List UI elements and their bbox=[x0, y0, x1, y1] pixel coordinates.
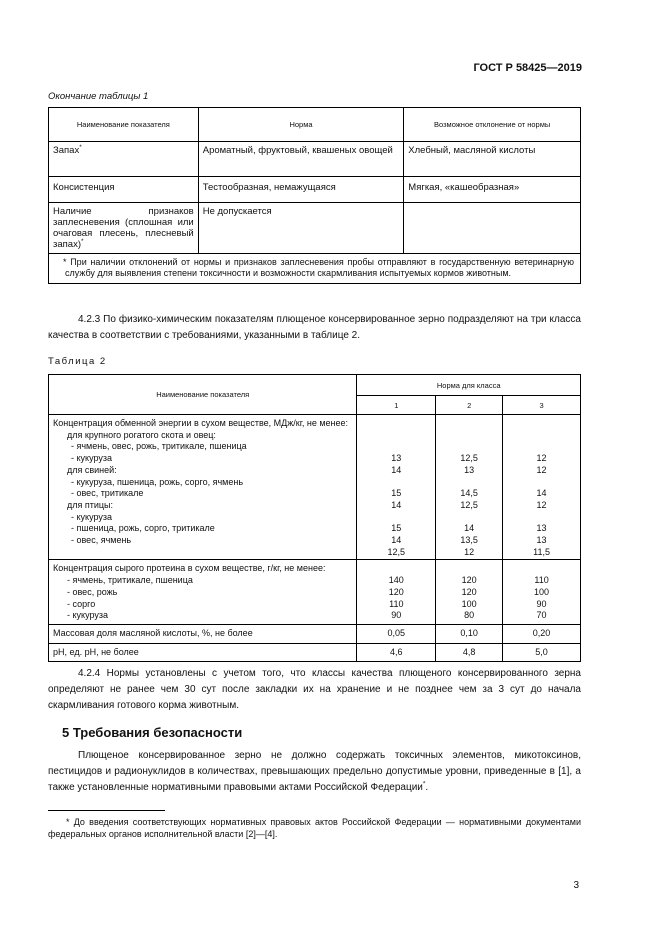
table2-value: 14 bbox=[391, 464, 402, 475]
table2-value: 12,5 bbox=[460, 499, 478, 510]
table2-value: 15 bbox=[391, 523, 402, 534]
table1-cell-deviation: Мягкая, «кашеобразная» bbox=[404, 177, 581, 203]
standard-designation: ГОСТ Р 58425—2019 bbox=[473, 62, 582, 74]
table2-protein-class-3 bbox=[503, 560, 581, 625]
table2-value: 80 bbox=[464, 610, 475, 621]
table2-value: 90 bbox=[536, 598, 547, 609]
table2-value bbox=[359, 512, 433, 524]
table2-value: 120 bbox=[461, 586, 477, 597]
table1-col-norm: Норма bbox=[198, 108, 404, 142]
table2-caption: Таблица 2 bbox=[48, 356, 107, 367]
table2-ph-label: рН, ед. рН, не более bbox=[49, 643, 357, 662]
table-row bbox=[49, 560, 581, 625]
table2-value bbox=[438, 477, 500, 489]
table-row bbox=[49, 643, 581, 662]
table2-value: 100 bbox=[534, 586, 550, 597]
table2-energy-labels: Концентрация обменной энергии в сухом веществе, МДж/кг, не менее: для крупного рогатого скота и овец: - ячмень, овес, рожь, тритикале, пшеница - кукуруза для свиней: - кукуруза, пшеница, рожь, сорго, ячмень - овес, тритикале для птицы: - кукуруза - пшеница, рожь, сорго, тритикале - овес, ячмень bbox=[49, 415, 357, 560]
table-row bbox=[49, 177, 581, 203]
table1-col-deviation: Возможное отклонение от нормы bbox=[404, 108, 581, 142]
table2-value: 14 bbox=[391, 535, 402, 546]
table2-value: 13 bbox=[536, 535, 547, 546]
table2-value: 14 bbox=[464, 523, 475, 534]
table2-value: 110 bbox=[389, 598, 404, 609]
table2-row-label: для крупного рогатого скота и овец: bbox=[67, 429, 216, 440]
table1-cell-name: Наличие признаков заплесневения (сплошная или очаговая плесень, плесневый запах)* bbox=[49, 203, 199, 254]
table2-value: 13,5 bbox=[460, 535, 478, 546]
table2-protein-class-2 bbox=[436, 560, 503, 625]
table2-col-name: Наименование показателя bbox=[49, 375, 357, 415]
table2-energy-class-1 bbox=[357, 415, 436, 560]
table2-row-label: - овес, тритикале bbox=[71, 488, 144, 499]
table2-row-label: для птицы: bbox=[67, 499, 114, 510]
table1-cell-name: Консистенция bbox=[49, 177, 199, 203]
table2-row-label: - пшеница, рожь, сорго, тритикале bbox=[71, 523, 215, 534]
table2-energy-class-3 bbox=[503, 415, 581, 560]
table2-protein-labels: Концентрация сырого протеина в сухом веществе, г/кг, не менее: - ячмень, тритикале, пшеница - овес, рожь - сорго - кукуруза bbox=[49, 560, 357, 625]
table2-value bbox=[505, 441, 578, 453]
table-2 bbox=[48, 374, 581, 662]
table2-col-group: Норма для класса bbox=[357, 375, 581, 396]
table2-value: 13 bbox=[464, 464, 475, 475]
section-5-heading: 5 Требования безопасности bbox=[62, 725, 243, 740]
table2-value bbox=[438, 441, 500, 453]
footnote-separator bbox=[48, 810, 165, 811]
table2-value: 70 bbox=[536, 610, 547, 621]
table2-value: 12 bbox=[464, 546, 475, 557]
table2-value: 12,5 bbox=[460, 453, 478, 464]
table1-footnote-row bbox=[49, 254, 581, 284]
table2-value: 14 bbox=[536, 488, 547, 499]
table-row bbox=[49, 203, 581, 254]
table2-row-label: - кукуруза bbox=[71, 511, 113, 522]
table2-row-label: - овес, рожь bbox=[67, 586, 118, 597]
table2-row-label: - кукуруза bbox=[67, 610, 109, 621]
table2-value bbox=[359, 441, 433, 453]
table2-value bbox=[438, 512, 500, 524]
table2-value bbox=[505, 512, 578, 524]
table2-col-class-1: 1 bbox=[357, 396, 436, 415]
table2-value: 12,5 bbox=[387, 546, 406, 557]
table2-value: 140 bbox=[388, 575, 404, 586]
table-row bbox=[49, 624, 581, 643]
table1-cell-deviation bbox=[404, 203, 581, 254]
table2-row-label: - кукуруза, пшеница, рожь, сорго, ячмень bbox=[71, 476, 244, 487]
paragraph-4-2-3: 4.2.3 По физико-химическим показателям плющеное консервированное зерно подразделяют на три класса качества в соответствии с требованиями, указанными в таблице 2. bbox=[48, 314, 581, 341]
table2-row-label: - сорго bbox=[67, 598, 96, 609]
table2-value: 12 bbox=[536, 453, 547, 464]
table2-value: 11,5 bbox=[533, 546, 550, 557]
table1-cell-norm: Тестообразная, немажущаяся bbox=[198, 177, 404, 203]
table2-energy-class-2 bbox=[436, 415, 503, 560]
page-number: 3 bbox=[573, 880, 579, 891]
table1-col-name: Наименование показателя bbox=[49, 108, 199, 142]
table2-col-class-2: 2 bbox=[436, 396, 503, 415]
page-footnote: * До введения соответствующих нормативных правовых актов Российской Федерации — нормативными документами федеральных органов исполнительной власти [2]—[4]. bbox=[48, 817, 581, 839]
table2-value: 14,5 bbox=[460, 488, 478, 499]
table2-value bbox=[359, 477, 433, 489]
table-1 bbox=[48, 107, 581, 284]
table2-value: 12 bbox=[536, 499, 547, 510]
table2-value: 100 bbox=[461, 598, 477, 609]
table2-row-label: - кукуруза bbox=[71, 453, 113, 464]
table2-row-label: для свиней: bbox=[67, 464, 117, 475]
table2-ph-class-1: 4,6 bbox=[357, 643, 436, 662]
table2-value: 120 bbox=[388, 586, 404, 597]
table2-value: 90 bbox=[391, 610, 402, 621]
paragraph-4-2-4: 4.2.4 Нормы установлены с учетом того, что классы качества плющеного консервированного зерна определяют не ранее чем 30 сут после закладки их на хранение и не позднее чем за 3 сут до начала скармливания готового корма животным. bbox=[48, 668, 581, 711]
table-row bbox=[49, 142, 581, 177]
table2-row-label: - ячмень, овес, рожь, тритикале, пшеница bbox=[71, 441, 247, 452]
table2-col-class-3: 3 bbox=[503, 396, 581, 415]
table2-value: 12 bbox=[536, 464, 547, 475]
table2-value: 14 bbox=[391, 499, 402, 510]
table2-protein-class-1 bbox=[357, 560, 436, 625]
table1-cell-norm: Ароматный, фруктовый, квашеных овощей bbox=[198, 142, 404, 177]
table2-butyric-class-3: 0,20 bbox=[503, 624, 581, 643]
table2-value: 13 bbox=[391, 453, 402, 464]
table2-ph-class-3: 5,0 bbox=[503, 643, 581, 662]
table2-value: 15 bbox=[391, 488, 402, 499]
table2-value: 110 bbox=[534, 575, 549, 586]
table2-value bbox=[505, 477, 578, 489]
table2-value: 13 bbox=[536, 523, 547, 534]
table2-butyric-label: Массовая доля масляной кислоты, %, не более bbox=[49, 624, 357, 643]
table1-caption: Окончание таблицы 1 bbox=[48, 91, 149, 102]
section-5-paragraph: Плющеное консервированное зерно не должно содержать токсичных элементов, микотоксинов, пестицидов и радионуклидов в количествах, превышающих предельно допустимые уровни, приведенные в [1], а также установленные нормативными правовыми актами Российской Федерации*. bbox=[48, 750, 581, 793]
table-row bbox=[49, 415, 581, 560]
table1-cell-norm: Не допускается bbox=[198, 203, 404, 254]
table2-row-label: - ячмень, тритикале, пшеница bbox=[67, 575, 193, 586]
table2-row-label: - овес, ячмень bbox=[71, 535, 132, 546]
table2-butyric-class-2: 0,10 bbox=[436, 624, 503, 643]
table1-footnote: * При наличии отклонений от нормы и признаков заплесневения пробы отправляют в государственную ветеринарную службу для выявления степени токсичности и возможности скармливания испытуемых кормов животным. bbox=[49, 254, 581, 284]
table1-cell-deviation: Хлебный, масляной кислоты bbox=[404, 142, 581, 177]
table2-value: 120 bbox=[461, 575, 477, 586]
table2-ph-class-2: 4,8 bbox=[436, 643, 503, 662]
table2-butyric-class-1: 0,05 bbox=[357, 624, 436, 643]
table1-header-row bbox=[49, 108, 581, 142]
table1-cell-name: Запах* bbox=[49, 142, 199, 177]
